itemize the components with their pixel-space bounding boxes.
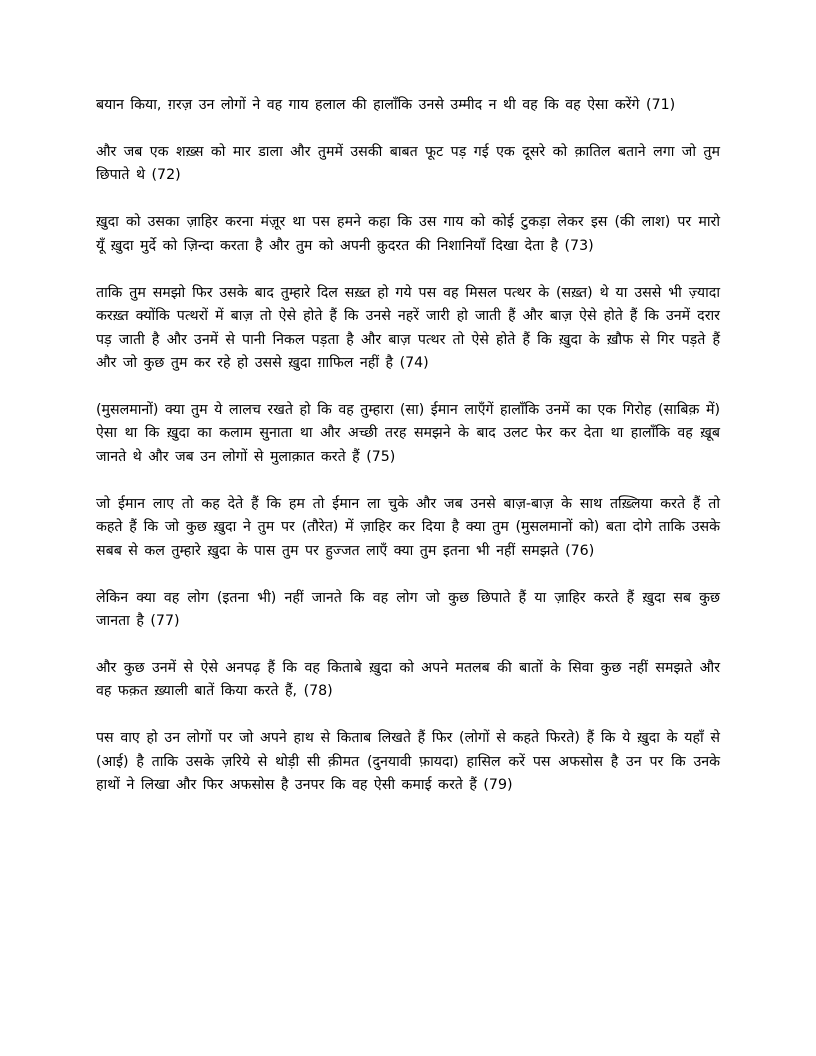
verse-76: जो ईमान लाए तो कह देते हैं कि हम तो ईमान ला चुके और जब उनसे बाज़-बाज़ के साथ तख़्लिया करते हैं तो कहते हैं कि जो कुछ ख़ुदा ने तुम पर (तौरेत) में ज़ाहिर कर दिया है क्या तुम (मुसलमानों को) बता दोगे ताकि उसके सबब से कल तुम्हारे ख़ुदा के पास तुम पर हुज्जत लाएँ क्या तुम इतना भी नहीं समझते (76) <box>96 495 720 559</box>
verse-list <box>96 94 720 821</box>
verse-75: (मुसलमानों) क्या तुम ये लालच रखते हो कि वह तुम्हारा (सा) ईमान लाएँगें हालाँकि उनमें का एक गिरोह (साबिक़ में) ऐसा था कि ख़ुदा का कलाम सुनाता था और अच्छी तरह समझने के बाद उलट फेर कर देता था हालाँकि वह ख़ूब जानते थे और जब उन लोगों से मुलाक़ात करते हैं (75) <box>96 402 720 465</box>
verse-77: लेकिन क्या वह लोग (इतना भी) नहीं जानते कि वह लोग जो कुछ छिपाते हैं या ज़ाहिर करते हैं ख़ुदा सब कुछ जानता है (77) <box>96 589 720 630</box>
verse-79: पस वाए हो उन लोगों पर जो अपने हाथ से किताब लिखते हैं फिर (लोगों से कहते फिरते) हैं कि ये ख़ुदा के यहाँ से (आई) है ताकि उसके ज़रिये से थोड़ी सी क़ीमत (दुनयावी फ़ायदा) हासिल करें पस अफसोस है उन पर कि उनके हाथों ने लिखा और फिर अफसोस है उनपर कि वह ऐसी कमाई करते हैं (79) <box>96 730 720 794</box>
verse-73: ख़ुदा को उसका ज़ाहिर करना मंज़ूर था पस हमने कहा कि उस गाय को कोई टुकड़ा लेकर इस (की लाश) पर मारो यूँ ख़ुदा मुर्दे को ज़िन्दा करता है और तुम को अपनी क़ुदरत की निशानियाँ दिखा देता है (73) <box>96 214 720 254</box>
verse-71: बयान किया, ग़रज़ उन लोगों ने वह गाय हलाल की हालाँकि उनसे उम्मीद न थी वह कि वह ऐसा करेंगे (71) <box>96 97 676 113</box>
verse-78: और कुछ उनमें से ऐसे अनपढ़ हैं कि वह किताबे ख़ुदा को अपने मतलब की बातों के सिवा कुछ नहीं समझते और वह फक़त ख़्याली बातें किया करते हैं, (78) <box>96 660 720 700</box>
verse-72: और जब एक शख़्स को मार डाला और तुममें उसकी बाबत फूट पड़ गई एक दूसरे को क़ातिल बताने लगा जो तुम छिपाते थे (72) <box>96 144 720 184</box>
verse-74: ताकि तुम समझो फिर उसके बाद तुम्हारे दिल सख़्त हो गये पस वह मिसल पत्थर के (सख़्त) थे या उससे भी ज़्यादा करख़्त क्योंकि पत्थरों में बाज़ तो ऐसे होते हैं कि उनसे नहरें जारी हो जाती हैं और बाज़ ऐसे होते हैं कि उनमें दरार पड़ जाती है और उनमें से पानी निकल पड़ता है और बाज़ पत्थर तो ऐसे होते हैं कि ख़ुदा के ख़ौफ से गिर पड़ते हैं और जो कुछ तुम कर रहे हो उससे ख़ुदा ग़ाफिल नहीं है (74) <box>96 284 720 372</box>
